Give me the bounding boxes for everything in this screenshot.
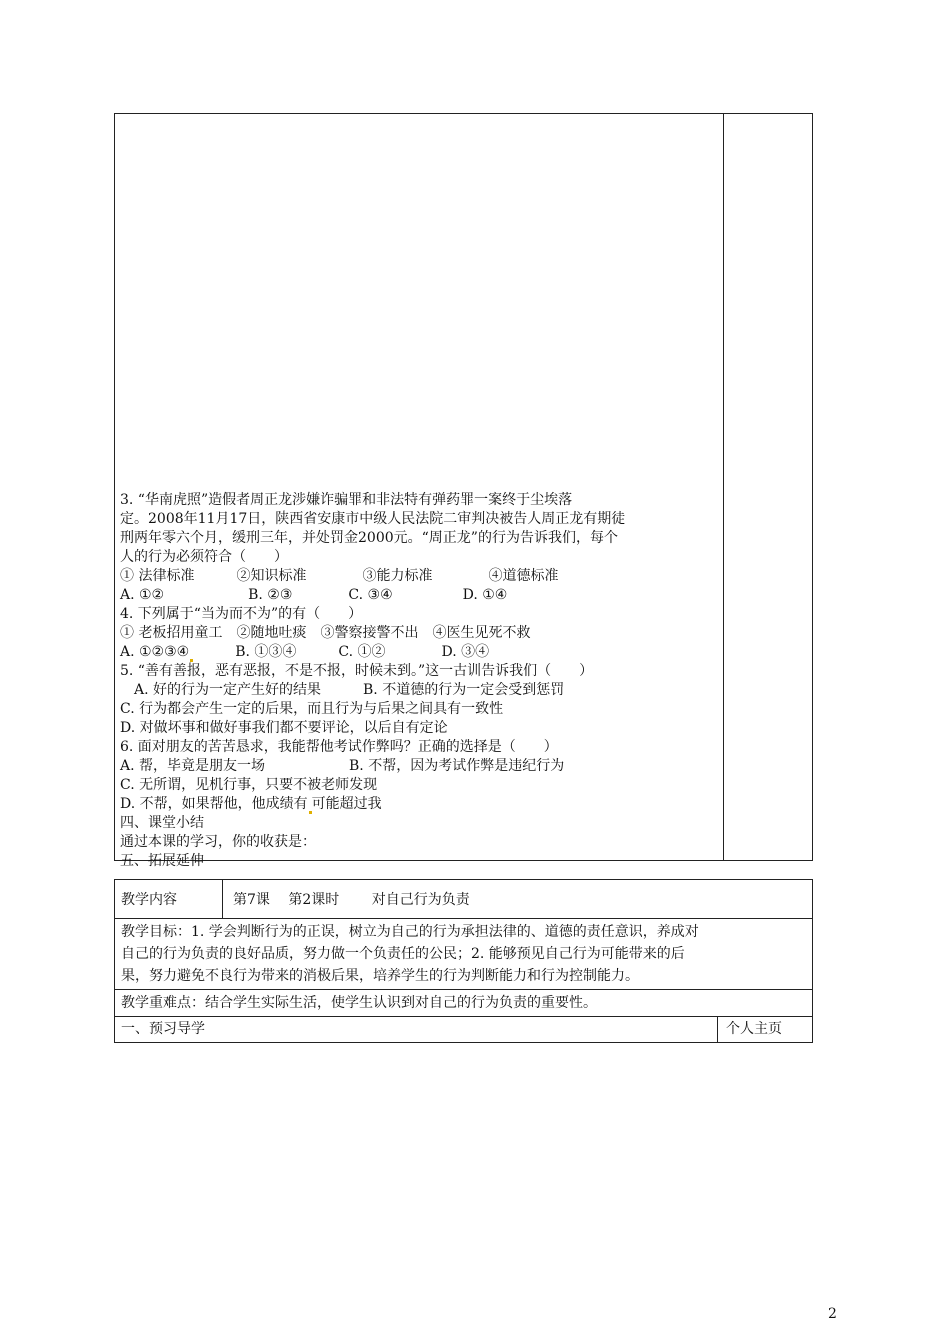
page-number: 2 xyxy=(828,1306,837,1322)
question-text: 五、拓展延伸 xyxy=(120,853,204,869)
question-line xyxy=(120,662,720,681)
question-line xyxy=(120,776,720,795)
question-text: 3. “华南虎照”造假者周正龙涉嫌诈骗罪和非法特有弹药罪一案终于尘埃落 xyxy=(120,492,573,508)
goals-line-2: 自己的行为负责的良好品质，努力做一个负责任的公民；2. 能够预见自己行为可能带来的后 xyxy=(121,946,685,962)
question-line xyxy=(120,510,720,529)
goals-line-1: 教学目标：1. 学会判断行为的正误，树立为自己的行为承担法律的、道德的责任意识，养成对 xyxy=(121,924,699,940)
preview-row xyxy=(115,1016,812,1042)
question-line xyxy=(120,681,720,700)
question-text: 四、课堂小结 xyxy=(120,815,204,831)
key-points-row xyxy=(115,990,812,1017)
question-text: ① 法律标准 ②知识标准 ③能力标准 ④道德标准 xyxy=(120,568,559,584)
question-line xyxy=(120,852,720,871)
question-text: 6. 面对朋友的苦苦恳求，我能帮他考试作弊吗？正确的选择是（ ） xyxy=(120,739,558,755)
question-text-rest: B. ①③④ C. ①② D. ③④ xyxy=(193,644,490,660)
question-text: D. 对做坏事和做好事我们都不要评论，以后自有定论 xyxy=(120,720,448,736)
question-text: 刑两年零六个月，缓刑三年，并处罚金2000元。“周正龙”的行为告诉我们，每个 xyxy=(120,530,618,546)
question-line xyxy=(120,548,720,567)
question-text: A. 帮，毕竟是朋友一场 B. 不帮，因为考试作弊是违纪行为 xyxy=(120,758,565,774)
column-divider xyxy=(723,114,724,860)
question-line xyxy=(120,738,720,757)
question-line xyxy=(120,757,720,776)
question-text: A. ①②③④ xyxy=(120,644,190,660)
question-line xyxy=(120,529,720,548)
question-text: C. 行为都会产生一定的后果，而且行为与后果之间具有一致性 xyxy=(120,701,504,717)
lesson-content-row xyxy=(115,880,812,919)
question-text: D. 不帮，如果帮他，他成绩有 xyxy=(120,796,308,812)
question-text: ① 老板招用童工 ②随地吐痰 ③警察接警不出 ④医生见死不救 xyxy=(120,625,531,641)
preview-heading: 一、预习导学 xyxy=(115,1016,718,1042)
content-value: 第7课 第2课时 对自己行为负责 xyxy=(233,892,470,908)
question-text: A. ①② B. ②③ C. ③④ D. ①④ xyxy=(120,587,508,603)
question-block xyxy=(120,491,720,871)
question-text: 定。2008年11月17日，陕西省安康市中级人民法院二审判决被告人周正龙有期徒 xyxy=(120,511,626,527)
question-line xyxy=(120,643,720,662)
question-line xyxy=(120,624,720,643)
question-text-rest: 可能超过我 xyxy=(311,796,382,812)
question-text: 人的行为必须符合（ ） xyxy=(120,549,288,565)
question-line xyxy=(120,605,720,624)
content-label: 教学内容 xyxy=(115,880,223,918)
lesson-table xyxy=(114,879,813,1043)
question-text: 4. 下列属于“当为而不为”的有（ ） xyxy=(120,606,363,622)
question-text: A. 好的行为一定产生好的结果 B. 不道德的行为一定会受到惩罚 xyxy=(120,682,565,698)
question-line xyxy=(120,814,720,833)
key-points: 教学重难点：结合学生实际生活，使学生认识到对自己的行为负责的重要性。 xyxy=(121,995,597,1011)
question-line xyxy=(120,700,720,719)
question-line xyxy=(120,719,720,738)
question-line xyxy=(120,491,720,510)
question-line xyxy=(120,567,720,586)
question-line xyxy=(120,795,720,814)
question-line xyxy=(120,833,720,852)
question-text: 5. “善有善报，恶有恶报，不是不报，时候未到。”这一古训告诉我们（ ） xyxy=(120,663,594,679)
question-text: C. 无所谓，见机行事，只要不被老师发现 xyxy=(120,777,378,793)
question-text: 通过本课的学习，你的收获是： xyxy=(120,834,316,850)
goals-row xyxy=(115,918,812,990)
goals-line-3: 果，努力避免不良行为带来的消极后果，培养学生的行为判断能力和行为控制能力。 xyxy=(121,968,639,984)
personal-page-label: 个人主页 xyxy=(726,1021,782,1037)
question-line xyxy=(120,586,720,605)
